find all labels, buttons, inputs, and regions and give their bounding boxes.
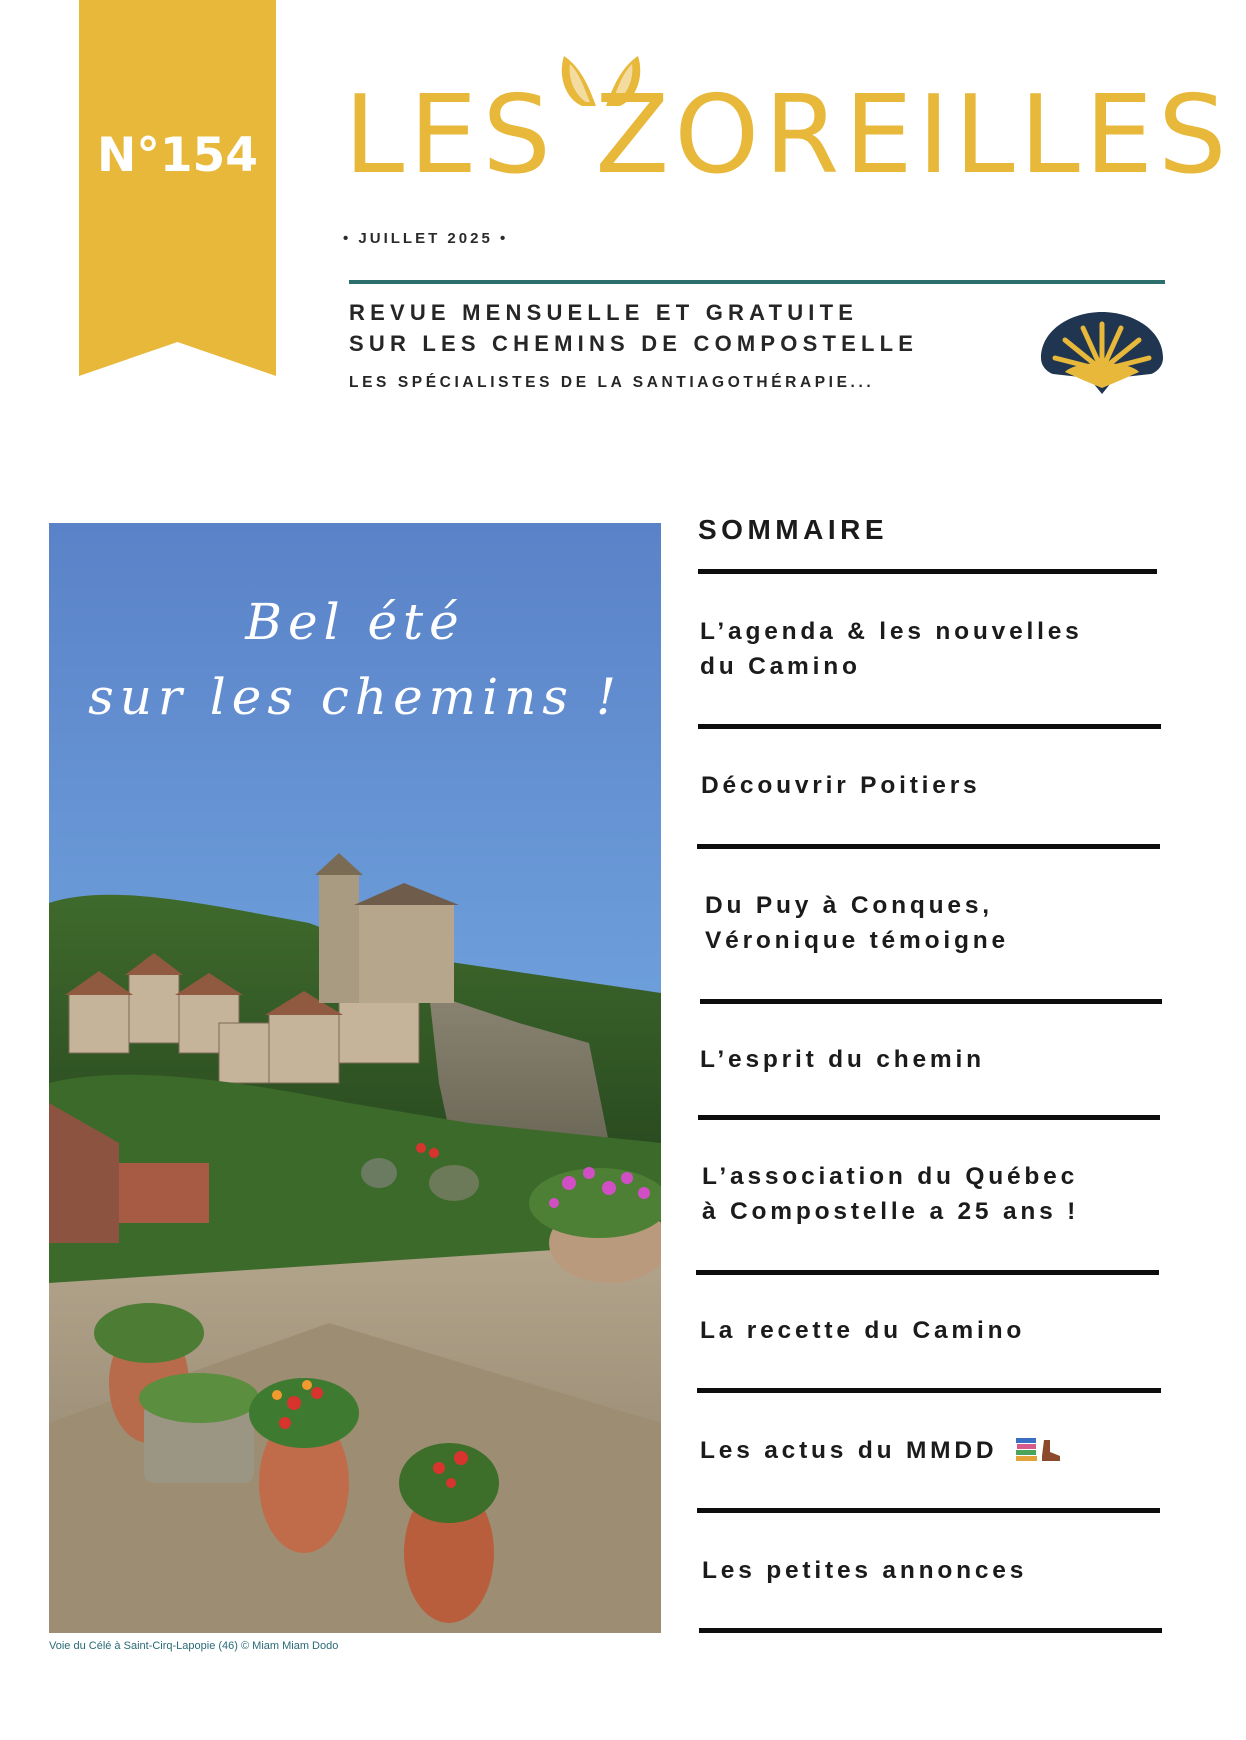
toc-divider xyxy=(698,724,1161,729)
toc-item-label: L’agenda & les nouvelles xyxy=(700,618,1083,645)
toc-item-label: Découvrir Poitiers xyxy=(701,772,981,799)
toc-heading: SOMMAIRE xyxy=(698,514,888,545)
toc-divider xyxy=(697,1388,1161,1393)
toc-item-label: du Camino xyxy=(700,653,861,680)
tagline-subtitle: LES SPÉCIALISTES DE LA SANTIAGOTHÉRAPIE... xyxy=(349,374,875,391)
scallop-shell-icon xyxy=(1035,308,1169,400)
toc-item-agenda[interactable] xyxy=(700,614,1083,684)
toc-divider xyxy=(698,1115,1160,1120)
toc-item-label: Les actus du MMDD xyxy=(700,1437,998,1464)
tagline-line-1: REVUE MENSUELLE ET GRATUITE xyxy=(349,300,859,325)
toc-divider xyxy=(698,569,1157,574)
toc-item-label: Du Puy à Conques, xyxy=(705,892,993,919)
photo-caption: Voie du Célé à Saint-Cirq-Lapopie (46) © Miam Miam Dodo xyxy=(49,1640,339,1652)
toc-item-puy-conques[interactable] xyxy=(705,888,1009,958)
toc-divider xyxy=(699,1628,1162,1633)
issue-date: • JUILLET 2025 • xyxy=(343,230,509,247)
toc-item-label: L’association du Québec xyxy=(702,1163,1079,1190)
toc-item-label: à Compostelle a 25 ans ! xyxy=(702,1198,1080,1225)
cover-headline-line-1: Bel été xyxy=(245,593,465,651)
magazine-title: LES ZOREILLES xyxy=(344,73,1232,198)
cover-headline xyxy=(49,585,661,735)
toc-divider xyxy=(696,1270,1159,1275)
toc-divider xyxy=(697,844,1160,849)
toc-item-poitiers[interactable] xyxy=(701,768,980,803)
books-and-boot-icon xyxy=(1014,1436,1062,1462)
toc-item-association-quebec[interactable] xyxy=(702,1159,1079,1229)
toc-item-petites-annonces[interactable] xyxy=(702,1553,1027,1588)
toc-item-label: Les petites annonces xyxy=(702,1557,1028,1584)
issue-number: N°154 xyxy=(97,128,258,183)
toc-item-label: La recette du Camino xyxy=(700,1317,1026,1344)
toc-item-recette[interactable] xyxy=(700,1313,1025,1348)
cover-headline-line-2: sur les chemins ! xyxy=(88,668,622,726)
toc-item-label: L’esprit du chemin xyxy=(700,1046,985,1073)
toc-divider xyxy=(700,999,1162,1004)
tagline-line-2: SUR LES CHEMINS DE COMPOSTELLE xyxy=(349,331,919,356)
toc-item-esprit-chemin[interactable] xyxy=(700,1042,985,1077)
toc-item-actus-mmdd[interactable] xyxy=(700,1433,1062,1468)
masthead-divider xyxy=(349,280,1165,284)
toc-item-label: Véronique témoigne xyxy=(705,927,1009,954)
toc-divider xyxy=(697,1508,1160,1513)
issue-ribbon xyxy=(79,0,276,376)
